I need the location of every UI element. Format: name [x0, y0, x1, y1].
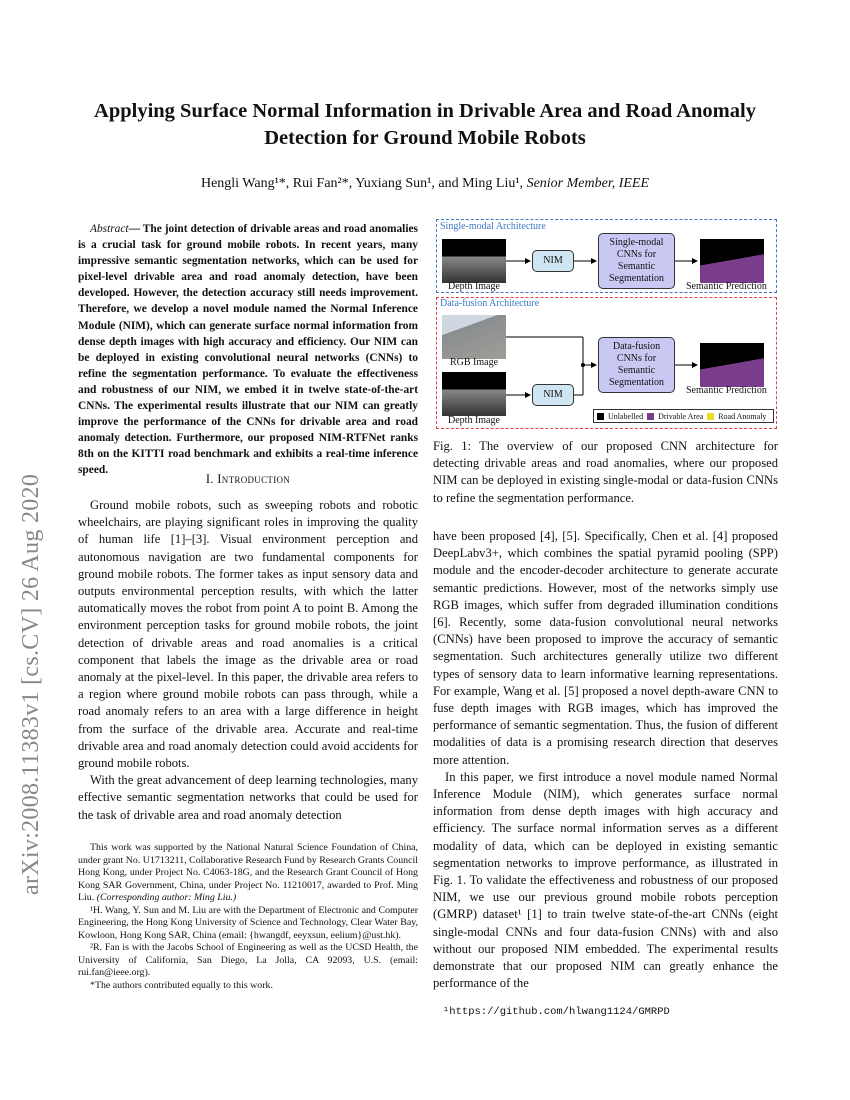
- footnote: ²R. Fan is with the Jacobs School of Engineering as well as the UCSD Health, the University of California, San Diego, La Jolla, CA 92093, U.S. (email: rui.fan@ieee.org).: [78, 942, 418, 978]
- abstract: [78, 221, 418, 479]
- left-column-body: [78, 497, 418, 824]
- figure-caption: Fig. 1: The overview of our proposed CNN architecture for detecting drivable areas and road anomalies, where our proposed NIM can be deployed in existing single-modal or data-fusion CNNs to refine the segmentation performance.: [433, 439, 778, 505]
- semantic-prediction-thumbnail: [700, 343, 764, 387]
- author-list: [80, 176, 770, 192]
- semantic-prediction-label: Semantic Prediction: [686, 385, 767, 396]
- footnote: *The authors contributed equally to this work.: [90, 979, 273, 991]
- paragraph: In this paper, we first introduce a novel module named Normal Inference Module (NIM), which generates surface normal information from dense depth images with high accuracy and efficiency. The surface normal information serves as a different modality of data, which can be deployed in existing semantic segmentation networks to improve performance, as illustrated in Fig. 1. To validate the effectiveness and robustness of our proposed NIM, we use our previous ground mobile robots perception (GMRP) dataset¹ [1] to train twelve state-of-the-art CNNs (eight single-modal CNNs and four data-fusion CNNs) with and also without our proposed NIM embedded. The experimental results demonstrate that our proposed NIM can greatly enhance the performance of the: [433, 769, 778, 991]
- legend-swatch-drivable: [647, 413, 654, 420]
- arxiv-identifier: arXiv:2008.11383v1 [cs.CV] 26 Aug 2020: [18, 473, 44, 895]
- abstract-label: Abstract: [90, 223, 129, 235]
- legend-swatch-anomaly: [707, 413, 714, 420]
- paper-title: Applying Surface Normal Information in Drivable Area and Road Anomaly Detection for Ground Mobile Robots: [94, 100, 756, 149]
- github-footnote-link[interactable]: ¹https://github.com/hlwang1124/GMRPD: [443, 1006, 670, 1018]
- author-names: Hengli Wang¹*, Rui Fan²*, Yuxiang Sun¹, and Ming Liu¹,: [200, 176, 527, 191]
- legend-label: Unlabelled: [608, 411, 644, 421]
- legend-label: Drivable Area: [658, 411, 704, 421]
- right-column-body: [433, 528, 778, 992]
- funding-footnote: [78, 842, 418, 905]
- legend-swatch-unlabelled: [597, 413, 604, 420]
- data-fusion-cnn-node: Data-fusion CNNs for Semantic Segmentation: [598, 337, 675, 393]
- nim-node: NIM: [532, 250, 574, 272]
- author-suffix: Senior Member, IEEE: [526, 176, 650, 191]
- corresponding-author: (Corresponding author: Ming Liu.): [96, 892, 237, 903]
- footnote-text: This work was supported by the National Natural Science Foundation of China, under grant No. U1713211, Collaborative Research Fund by Research Grants Council Hong Kong, under Project No. C4063-18G, and the Research Grant Council of Hong Kong SAR Government, China, under Project No. 11210017, awarded to Prof. Ming Liu.: [78, 842, 418, 903]
- semantic-prediction-thumbnail: [700, 239, 764, 283]
- paragraph: Ground mobile robots, such as sweeping robots and robotic wheelchairs, are playing significant roles in improving the quality of human life [1]–[3]. Visual environment perception and autonomous navigation are two fundamental components for ground mobile robots. The former takes as input sensory data and outputs environmental perception results, with which the latter automatically moves the robot from point A to point B. Among the environment perception tasks for ground mobile robots, the joint detection of drivable areas and road anomalies is a critical component that labels the image as the drivable area or road anomaly at the pixel-level. In this paper, the drivable area refers to a region where ground mobile robots can pass through, while a road anomaly refers to an area with a large difference in height from the surface of the drivable area. Accurate and real-time drivable area and road anomaly detection could avoid accidents for ground mobile robots.: [78, 498, 418, 771]
- paragraph: have been proposed [4], [5]. Specifically, Chen et al. [4] proposed DeepLabv3+, which combines the spatial pyramid pooling (SPP) module and the encoder-decoder architecture to generate accurate semantic predictions. However, most of the networks simply use RGB images, which suffer from degraded illumination conditions [6]. Recently, some data-fusion convolutional neural networks (CNNs) have been proposed to improve the accuracy of semantic segmentation. Such architectures generally utilize two different types of sensory data to learn informative learning representations. For example, Wang et al. [5] proposed a novel depth-aware CNN to fuse depth images with RGB images, which has improved the performance of semantic segmentation. Thus, the fusion of different modalities of data is a promising research direction that deserves more attention.: [433, 529, 778, 767]
- semantic-prediction-label: Semantic Prediction: [686, 281, 767, 292]
- legend: [593, 409, 774, 423]
- footnotes: [78, 842, 418, 992]
- figure-1: [436, 219, 777, 429]
- nim-node: NIM: [532, 384, 574, 406]
- footnote: ¹H. Wang, Y. Sun and M. Liu are with the Department of Electronic and Computer Engineering, the Hong Kong University of Science and Technology, Clear Water Bay, Kowloon, Hong Kong SAR, China (email: {hwangdf, eeyxsun, eelium}@ust.hk).: [78, 904, 418, 941]
- legend-label: Road Anomaly: [718, 411, 767, 421]
- depth-image-thumbnail: [442, 372, 506, 416]
- single-modal-cnn-node: Single-modal CNNs for Semantic Segmentation: [598, 233, 675, 289]
- section-heading: I. Introduction: [205, 472, 291, 486]
- single-modal-title: Single-modal Architecture: [440, 221, 546, 232]
- rgb-image-label: RGB Image: [450, 357, 499, 368]
- depth-image-label: Depth Image: [448, 415, 500, 426]
- depth-image-label: Depth Image: [448, 281, 500, 292]
- data-fusion-title: Data-fusion Architecture: [440, 298, 540, 309]
- paragraph: With the great advancement of deep learning technologies, many effective semantic segmentation networks that could be used for the task of drivable area and road anomaly detection: [78, 773, 418, 822]
- abstract-text: — The joint detection of drivable areas and road anomalies is a crucial task for ground mobile robots. In recent years, many impressive semantic segmentation networks, which can be used for pixel-level drivable area and road anomaly detection, have been developed. However, the detection accuracy still needs improvement. Therefore, we develop a novel module named the Normal Inference Module (NIM), which can generate surface normal information from dense depth images with high accuracy and efficiency. Our NIM can be deployed in existing convolutional neural networks (CNNs) to refine the segmentation performance. To evaluate the effectiveness and robustness of our NIM, we embed it in twelve state-of-the-art CNNs. The experimental results illustrate that our NIM can greatly improve the performance of the CNNs for drivable area and road anomaly detection. Furthermore, our proposed NIM-RTFNet ranks 8th on the KITTI road benchmark and exhibits a real-time inference speed.: [78, 223, 418, 477]
- rgb-image-thumbnail: [442, 315, 506, 359]
- depth-image-thumbnail: [442, 239, 506, 283]
